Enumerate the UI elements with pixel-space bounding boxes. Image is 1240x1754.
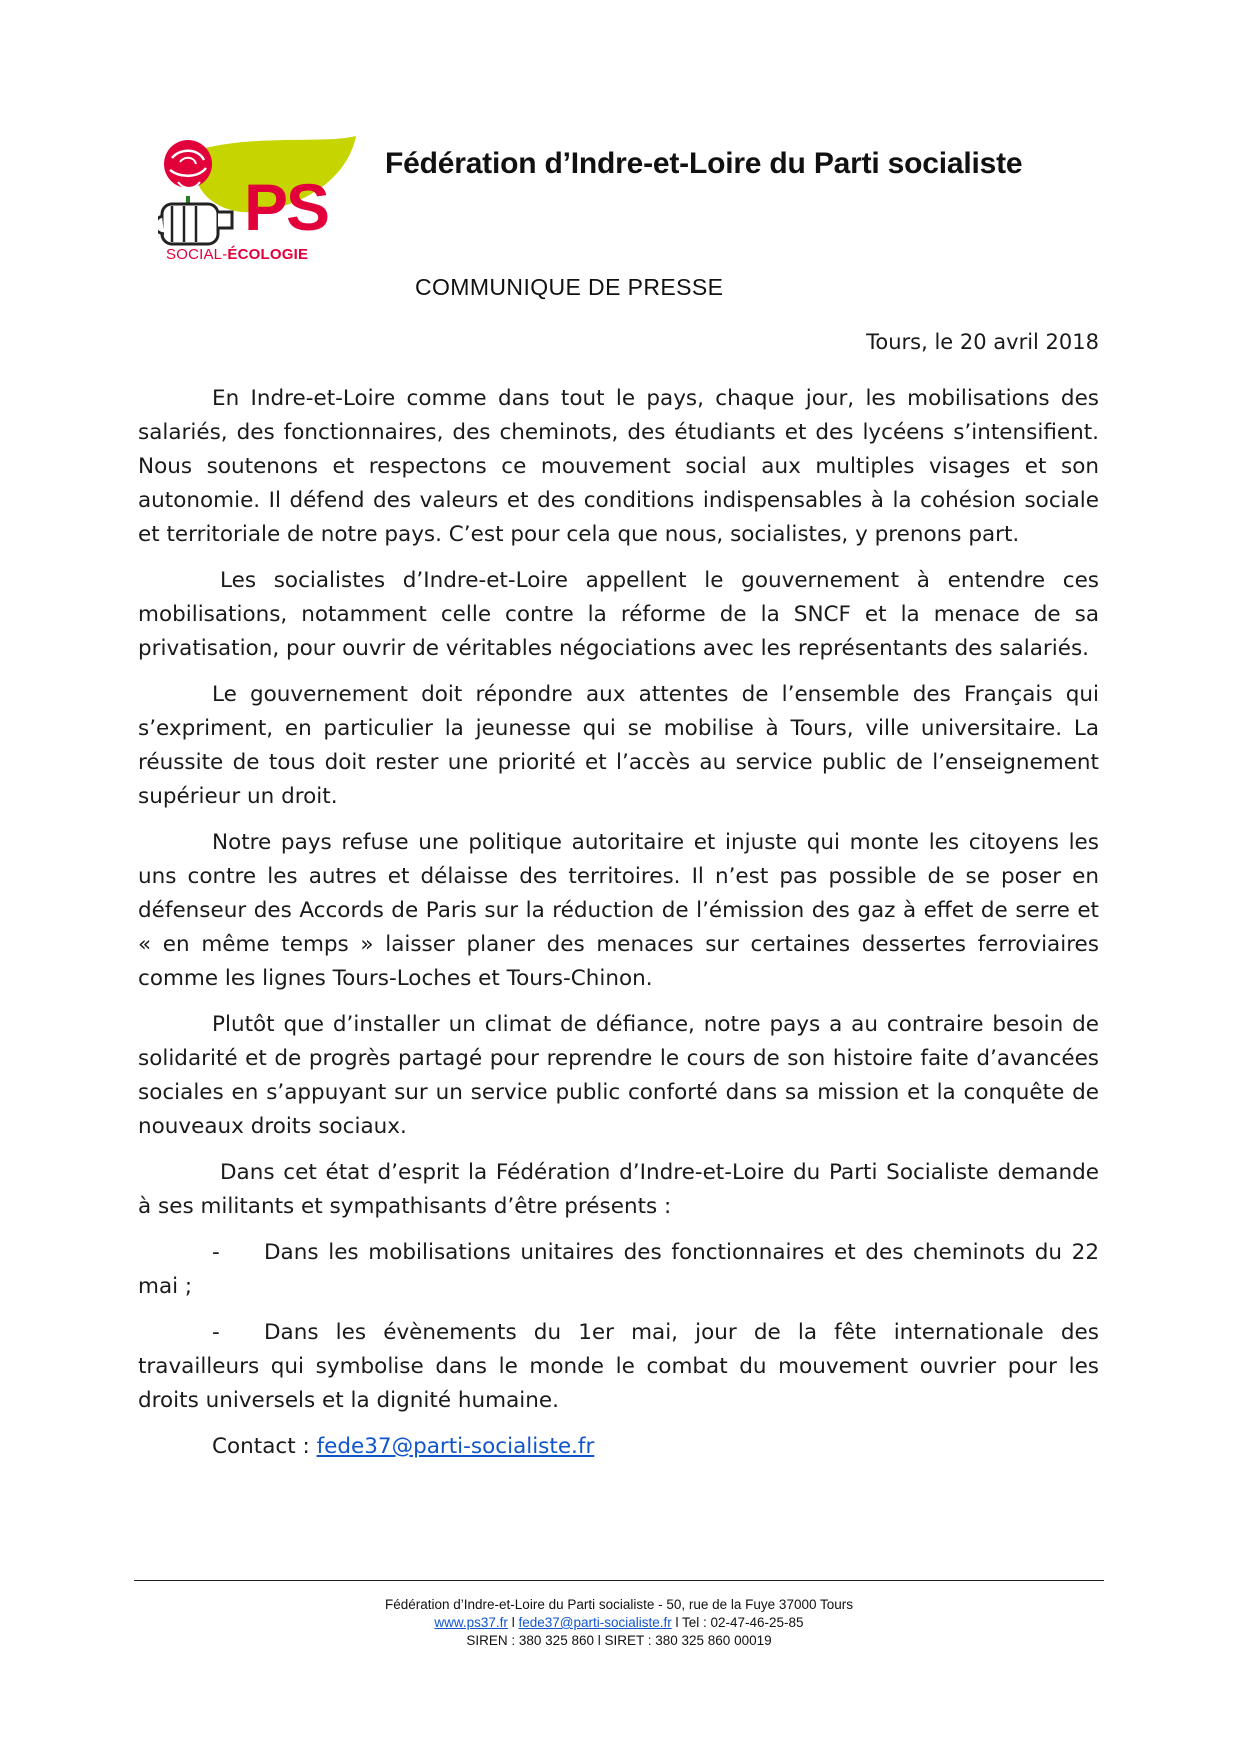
list-item [138, 1236, 1099, 1304]
list-item [138, 1316, 1099, 1418]
paragraph: Le gouvernement doit répondre aux attentes de l’ensemble des Français qui s’expriment, en particulier la jeunesse qui se mobilise à Tours, ville universitaire. La réussite de tous doit rester une priorité et l’accès au service public de l’enseignement supérieur un droit. [138, 682, 1099, 809]
footer-email-link[interactable]: fede37@parti-socialiste.fr [518, 1615, 672, 1630]
logo-tagline-ecologie: ÉCOLOGIE [227, 246, 309, 263]
footer-address: Fédération d’Indre-et-Loire du Parti socialiste - 50, rue de la Fuye 37000 Tours [384, 1597, 853, 1612]
footer-phone: l Tel : 02-47-46-25-85 [671, 1615, 804, 1630]
paragraph: Plutôt que d’installer un climat de défiance, notre pays a au contraire besoin de solidarité et de progrès partagé pour reprendre le cours de son histoire faite d’avancées sociales en s’appuyant sur un service public conforté dans sa mission et la conquête de nouveaux droits sociaux. [138, 1012, 1099, 1139]
document-type-title: COMMUNIQUE DE PRESSE [415, 274, 724, 300]
paragraph: En Indre-et-Loire comme dans tout le pays, chaque jour, les mobilisations des salariés, des fonctionnaires, des cheminots, des étudiants et des lycéens s’intensifient. Nous soutenons et respectons ce mouvement social aux multiples visages et son autonomie. Il défend des valeurs et des conditions indispensables à la cohésion sociale et territoriale de notre pays. C’est pour cela que nous, socialistes, y prenons part. [138, 386, 1099, 547]
footer-separator: l [507, 1615, 519, 1630]
ps-logo [158, 136, 358, 270]
contact-email-link[interactable]: fede37@parti-socialiste.fr [316, 1434, 595, 1459]
list-item-text: Dans les mobilisations unitaires des fonctionnaires et des cheminots du 22 mai ; [138, 1240, 1099, 1299]
ps-logo-letters: PS [244, 170, 329, 244]
logo-tagline-social: SOCIAL- [166, 246, 228, 263]
footer-contacts [134, 1614, 1104, 1632]
paragraph: Notre pays refuse une politique autoritaire et injuste qui monte les citoyens les uns contre les autres et délaisse des territoires. Il n’est pas possible de se poser en défenseur des Accords de Paris sur la réduction de l’émission des gaz à effet de serre et « en même temps » laisser planer des menaces sur certaines dessertes ferroviaires comme les lignes Tours-Loches et Tours-Chinon. [138, 830, 1099, 991]
contact-label: Contact : [212, 1434, 317, 1459]
footer [134, 1596, 1104, 1650]
footer-website-link[interactable]: www.ps37.fr [434, 1615, 508, 1630]
footer-divider [134, 1580, 1104, 1581]
organization-title: Fédération d’Indre-et-Loire du Parti socialiste [385, 147, 1023, 180]
list-dash: - [212, 1320, 220, 1345]
press-release-body [138, 382, 1099, 1464]
date-line: Tours, le 20 avril 2018 [866, 330, 1099, 354]
contact-line [138, 1430, 1099, 1464]
footer-company-ids: SIREN : 380 325 860 l SIRET : 380 325 860 00019 [466, 1633, 772, 1648]
list-item-text: Dans les évènements du 1er mai, jour de la fête internationale des travailleurs qui symbolise dans le monde le combat du mouvement ouvrier pour les droits universels et la dignité humaine. [138, 1320, 1099, 1413]
paragraph: Les socialistes d’Indre-et-Loire appellent le gouvernement à entendre ces mobilisations, notamment celle contre la réforme de la SNCF et la menace de sa privatisation, pour ouvrir de véritables négociations avec les représentants des salariés. [138, 568, 1099, 661]
logo-tagline [166, 246, 308, 263]
paragraph: Dans cet état d’esprit la Fédération d’Indre-et-Loire du Parti Socialiste demande à ses militants et sympathisants d’être présents : [138, 1160, 1099, 1219]
list-dash: - [212, 1240, 220, 1265]
